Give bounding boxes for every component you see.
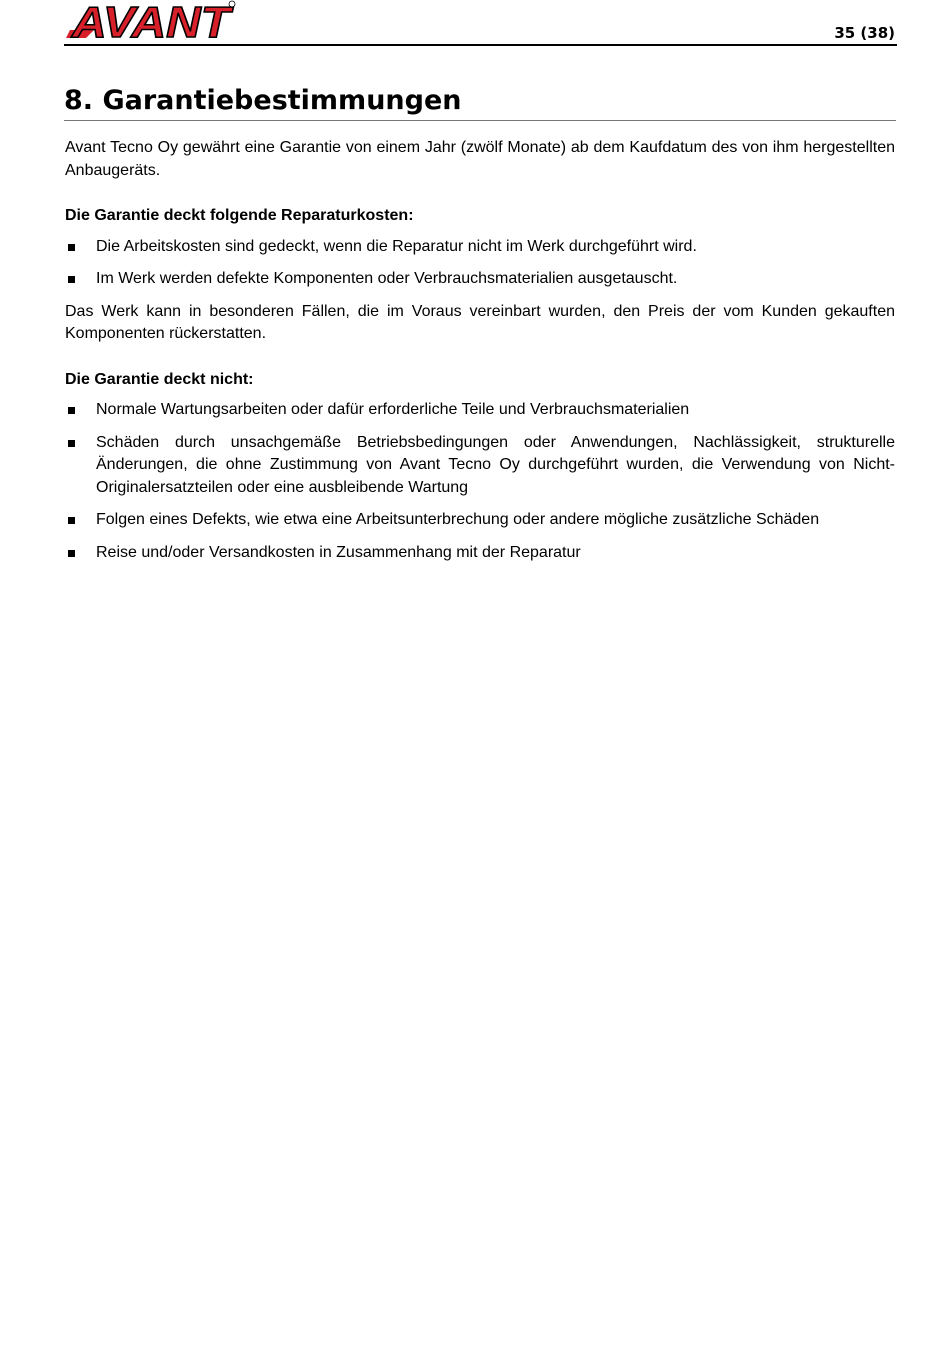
section-title: 8. Garantiebestimmungen — [64, 84, 896, 121]
not-covered-heading: Die Garantie deckt nicht: — [65, 370, 254, 388]
logo-text: AVANT — [70, 0, 234, 42]
bullet-square-icon — [68, 550, 75, 557]
list-item: Normale Wartungsarbeiten oder dafür erforderliche Teile und Verbrauchsmaterialien — [65, 399, 895, 422]
bullet-square-icon — [68, 517, 75, 524]
intro-paragraph: Avant Tecno Oy gewährt eine Garantie von einem Jahr (zwölf Monate) ab dem Kaufdatum des von ihm hergestellten Anbaugeräts. — [65, 139, 895, 179]
avant-logo — [64, 0, 239, 42]
page-header — [64, 0, 897, 46]
not-covered-list — [65, 399, 895, 564]
covered-heading: Die Garantie deckt folgende Reparaturkosten: — [65, 207, 414, 224]
factory-note: Das Werk kann in besonderen Fällen, die im Voraus vereinbart wurden, den Preis der vom Kunden gekauften Komponenten rückerstatten. — [65, 302, 895, 342]
covered-list — [65, 236, 895, 291]
page-number: 35 (38) — [834, 24, 895, 42]
page-content — [65, 84, 895, 574]
list-item: Im Werk werden defekte Komponenten oder Verbrauchsmaterialien ausgetauscht. — [65, 268, 895, 291]
list-item: Reise und/oder Versandkosten in Zusammenhang mit der Reparatur — [65, 542, 895, 565]
list-item: Die Arbeitskosten sind gedeckt, wenn die Reparatur nicht im Werk durchgeführt wird. — [65, 236, 895, 259]
bullet-square-icon — [68, 244, 75, 251]
list-item: Folgen eines Defekts, wie etwa eine Arbeitsunterbrechung oder andere mögliche zusätzliche Schäden — [65, 509, 895, 532]
bullet-square-icon — [68, 440, 75, 447]
list-item: Schäden durch unsachgemäße Betriebsbedingungen oder Anwendungen, Nachlässigkeit, strukturelle Änderungen, die ohne Zustimmung von Avant Tecno Oy durchgeführt wurden, die Verwendung von Nicht-Originalersatzteilen oder eine ausbleibende Wartung — [65, 432, 895, 500]
bullet-square-icon — [68, 407, 75, 414]
header-rule — [64, 44, 897, 46]
bullet-square-icon — [68, 276, 75, 283]
